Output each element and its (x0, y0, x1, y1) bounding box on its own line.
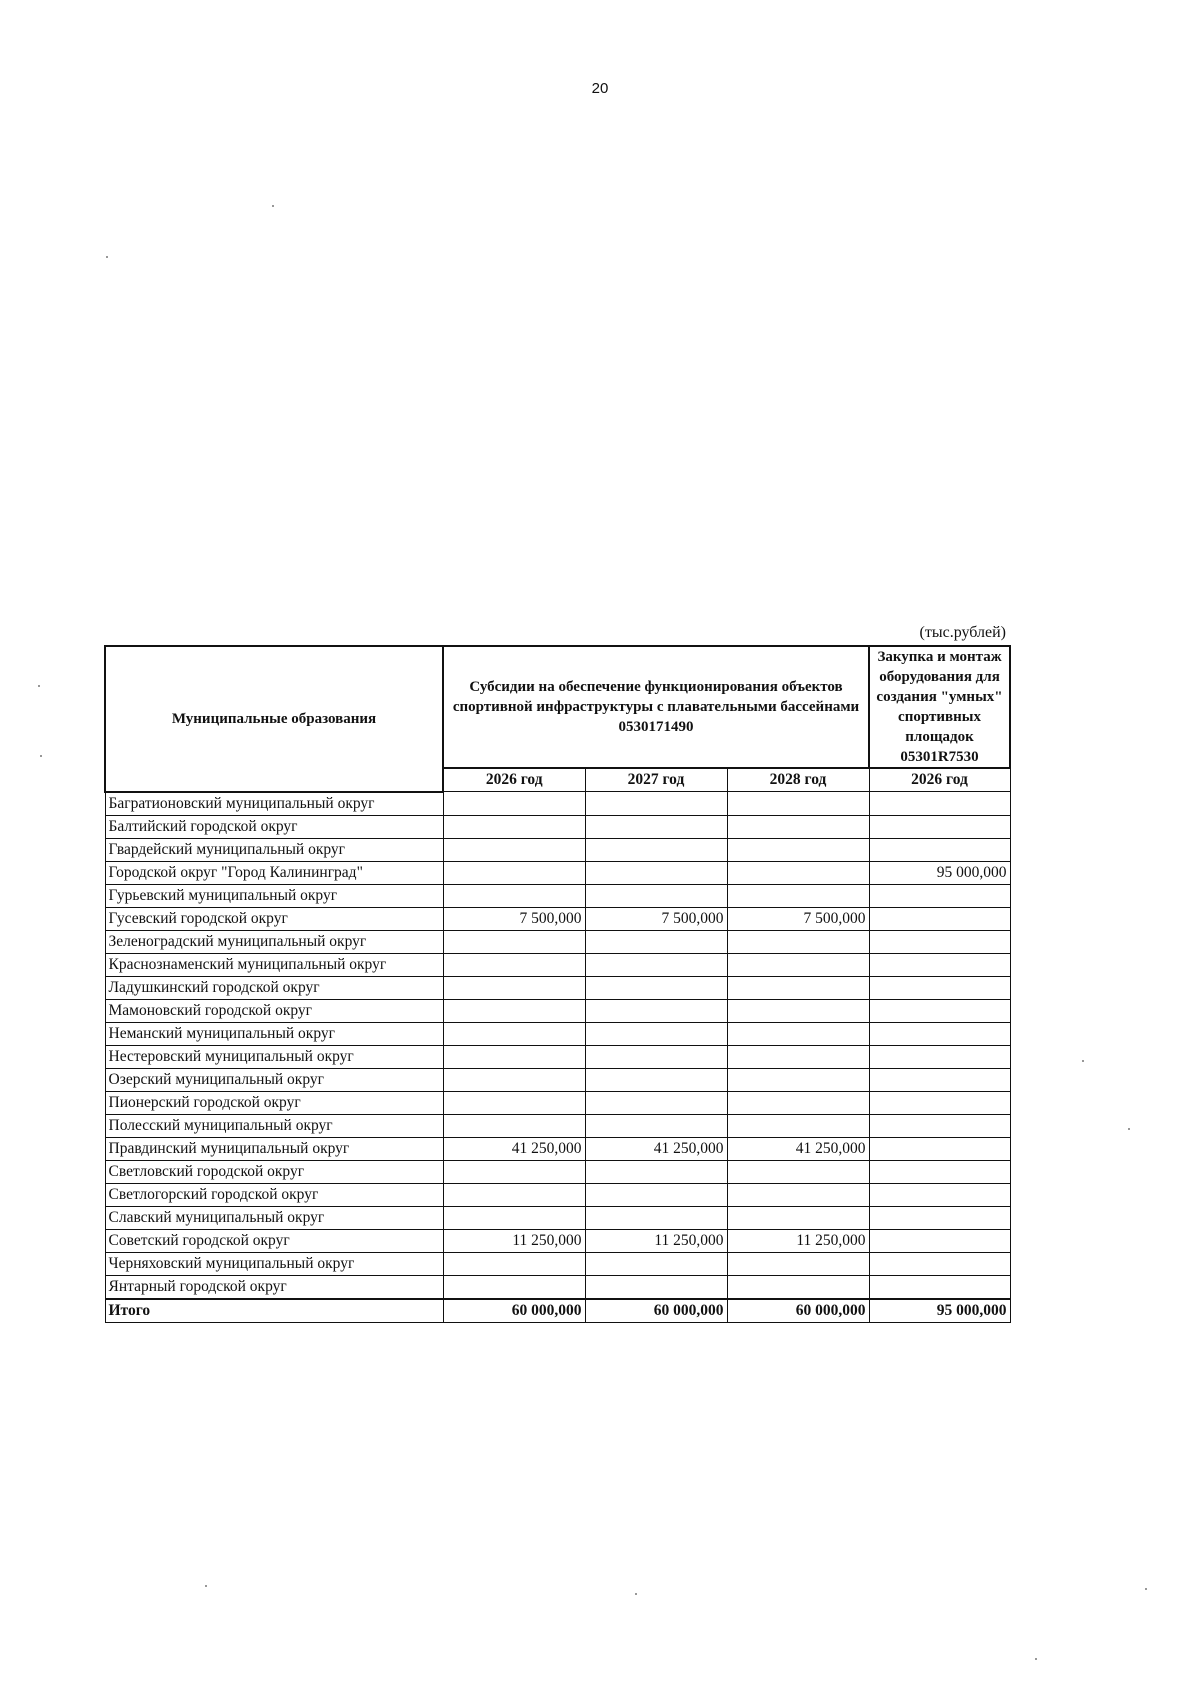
value-smart-2026 (869, 1252, 1010, 1275)
value-2026 (443, 1183, 585, 1206)
row-name: Мамоновский городской округ (105, 999, 443, 1022)
value-2026 (443, 1114, 585, 1137)
value-smart-2026 (869, 884, 1010, 907)
scan-speck (272, 205, 274, 207)
table-row (105, 1160, 1010, 1183)
value-2027 (585, 930, 727, 953)
value-2028 (727, 999, 869, 1022)
value-2028 (727, 976, 869, 999)
value-2028 (727, 953, 869, 976)
value-2027: 60 000,000 (585, 1299, 727, 1323)
value-2026 (443, 815, 585, 838)
subsidy-table (104, 645, 1011, 1323)
value-2028 (727, 930, 869, 953)
value-2027 (585, 1160, 727, 1183)
header-year: 2026 год (443, 768, 585, 792)
value-2028 (727, 1045, 869, 1068)
value-smart-2026 (869, 953, 1010, 976)
value-2028 (727, 792, 869, 816)
value-smart-2026 (869, 1022, 1010, 1045)
value-smart-2026 (869, 815, 1010, 838)
table-row (105, 907, 1010, 930)
table-row (105, 1183, 1010, 1206)
value-2028 (727, 1114, 869, 1137)
value-2026: 41 250,000 (443, 1137, 585, 1160)
value-2027 (585, 861, 727, 884)
value-smart-2026 (869, 1114, 1010, 1137)
value-2027 (585, 953, 727, 976)
value-2026 (443, 1068, 585, 1091)
header-year: 2028 год (727, 768, 869, 792)
value-2026 (443, 861, 585, 884)
row-name: Гусевский городской округ (105, 907, 443, 930)
table-row (105, 838, 1010, 861)
row-name: Краснознаменский муниципальный округ (105, 953, 443, 976)
row-name: Советский городской округ (105, 1229, 443, 1252)
table-row (105, 815, 1010, 838)
value-2027 (585, 838, 727, 861)
value-2026 (443, 999, 585, 1022)
row-name: Городской округ "Город Калининград" (105, 861, 443, 884)
row-name: Зеленоградский муниципальный округ (105, 930, 443, 953)
row-name: Янтарный городской округ (105, 1275, 443, 1299)
value-2026 (443, 1160, 585, 1183)
value-2028 (727, 1160, 869, 1183)
row-name: Итого (105, 1299, 443, 1323)
row-name: Озерский муниципальный округ (105, 1068, 443, 1091)
row-name: Светлогорский городской округ (105, 1183, 443, 1206)
value-2027: 41 250,000 (585, 1137, 727, 1160)
table-row (105, 1137, 1010, 1160)
scan-speck (1128, 1128, 1130, 1130)
value-smart-2026 (869, 838, 1010, 861)
table-row (105, 999, 1010, 1022)
table-body (105, 792, 1010, 1323)
value-2028 (727, 1252, 869, 1275)
row-name: Правдинский муниципальный округ (105, 1137, 443, 1160)
value-2028 (727, 1091, 869, 1114)
value-smart-2026 (869, 1206, 1010, 1229)
table-row (105, 1068, 1010, 1091)
row-name: Полесский муниципальный округ (105, 1114, 443, 1137)
value-2028: 41 250,000 (727, 1137, 869, 1160)
scan-speck (1082, 1060, 1084, 1062)
value-2027 (585, 1045, 727, 1068)
value-2028: 7 500,000 (727, 907, 869, 930)
value-smart-2026 (869, 1091, 1010, 1114)
value-2027 (585, 1022, 727, 1045)
value-2027 (585, 1206, 727, 1229)
value-2026: 11 250,000 (443, 1229, 585, 1252)
value-2028 (727, 1275, 869, 1299)
value-smart-2026 (869, 1068, 1010, 1091)
value-2026 (443, 1022, 585, 1045)
value-2026 (443, 838, 585, 861)
header-year: 2026 год (869, 768, 1010, 792)
value-smart-2026: 95 000,000 (869, 861, 1010, 884)
value-2028 (727, 1068, 869, 1091)
value-2027 (585, 976, 727, 999)
value-2026 (443, 1206, 585, 1229)
value-2027 (585, 1252, 727, 1275)
scan-speck (635, 1593, 637, 1595)
scan-speck (106, 256, 108, 258)
value-smart-2026 (869, 1183, 1010, 1206)
units-label: (тыс.рублей) (919, 624, 1006, 641)
header-subsidy: Субсидии на обеспечение функционирования объектов спортивной инфраструктуры с плавательными бассейнами 0530171490 (443, 646, 869, 768)
row-name: Балтийский городской округ (105, 815, 443, 838)
value-2027 (585, 1183, 727, 1206)
value-2028 (727, 1206, 869, 1229)
value-smart-2026 (869, 930, 1010, 953)
table-row (105, 1206, 1010, 1229)
table-row (105, 1091, 1010, 1114)
value-2026 (443, 976, 585, 999)
table-row (105, 1022, 1010, 1045)
value-2027 (585, 1091, 727, 1114)
scan-speck (1145, 1588, 1147, 1590)
value-2028 (727, 815, 869, 838)
row-name: Пионерский городской округ (105, 1091, 443, 1114)
row-name: Гвардейский муниципальный округ (105, 838, 443, 861)
scan-speck (205, 1585, 207, 1587)
value-2028 (727, 884, 869, 907)
value-2026 (443, 1045, 585, 1068)
row-name: Славский муниципальный округ (105, 1206, 443, 1229)
row-name: Багратионовский муниципальный округ (105, 792, 443, 816)
value-2026 (443, 953, 585, 976)
value-2028 (727, 861, 869, 884)
value-smart-2026: 95 000,000 (869, 1299, 1010, 1323)
value-2026: 7 500,000 (443, 907, 585, 930)
table-row (105, 1229, 1010, 1252)
value-2028: 60 000,000 (727, 1299, 869, 1323)
value-smart-2026 (869, 1137, 1010, 1160)
scan-speck (38, 685, 40, 687)
value-smart-2026 (869, 907, 1010, 930)
table-row (105, 884, 1010, 907)
value-smart-2026 (869, 1160, 1010, 1183)
scan-speck (40, 755, 42, 757)
value-2027 (585, 1114, 727, 1137)
table-row (105, 1114, 1010, 1137)
page-number: 20 (591, 80, 609, 97)
table-row (105, 1252, 1010, 1275)
row-name: Неманский муниципальный округ (105, 1022, 443, 1045)
value-2028 (727, 838, 869, 861)
row-name: Черняховский муниципальный округ (105, 1252, 443, 1275)
value-smart-2026 (869, 1229, 1010, 1252)
header-year: 2027 год (585, 768, 727, 792)
value-smart-2026 (869, 976, 1010, 999)
value-2026 (443, 792, 585, 816)
value-smart-2026 (869, 1045, 1010, 1068)
value-smart-2026 (869, 999, 1010, 1022)
row-name: Гурьевский муниципальный округ (105, 884, 443, 907)
value-2026 (443, 930, 585, 953)
value-2027: 7 500,000 (585, 907, 727, 930)
value-smart-2026 (869, 1275, 1010, 1299)
value-2026 (443, 1252, 585, 1275)
total-row (105, 1299, 1010, 1323)
row-name: Нестеровский муниципальный округ (105, 1045, 443, 1068)
value-2026: 60 000,000 (443, 1299, 585, 1323)
header-smart-playgrounds: Закупка и монтаж оборудования для создания "умных" спортивных площадок 05301R7530 (869, 646, 1010, 768)
value-2028: 11 250,000 (727, 1229, 869, 1252)
header-municipal: Муниципальные образования (105, 646, 443, 792)
value-2027 (585, 884, 727, 907)
table-row (105, 930, 1010, 953)
value-2027 (585, 1275, 727, 1299)
value-2028 (727, 1183, 869, 1206)
table-row (105, 792, 1010, 816)
value-2027 (585, 1068, 727, 1091)
value-2027 (585, 815, 727, 838)
value-2028 (727, 1022, 869, 1045)
row-name: Ладушкинский городской округ (105, 976, 443, 999)
scan-speck (1035, 1658, 1037, 1660)
value-2026 (443, 1091, 585, 1114)
value-2027: 11 250,000 (585, 1229, 727, 1252)
table-row (105, 953, 1010, 976)
value-smart-2026 (869, 792, 1010, 816)
table-row (105, 861, 1010, 884)
value-2026 (443, 884, 585, 907)
table-row (105, 1045, 1010, 1068)
value-2027 (585, 999, 727, 1022)
value-2027 (585, 792, 727, 816)
value-2026 (443, 1275, 585, 1299)
table-row (105, 976, 1010, 999)
row-name: Светловский городской округ (105, 1160, 443, 1183)
table-row (105, 1275, 1010, 1299)
